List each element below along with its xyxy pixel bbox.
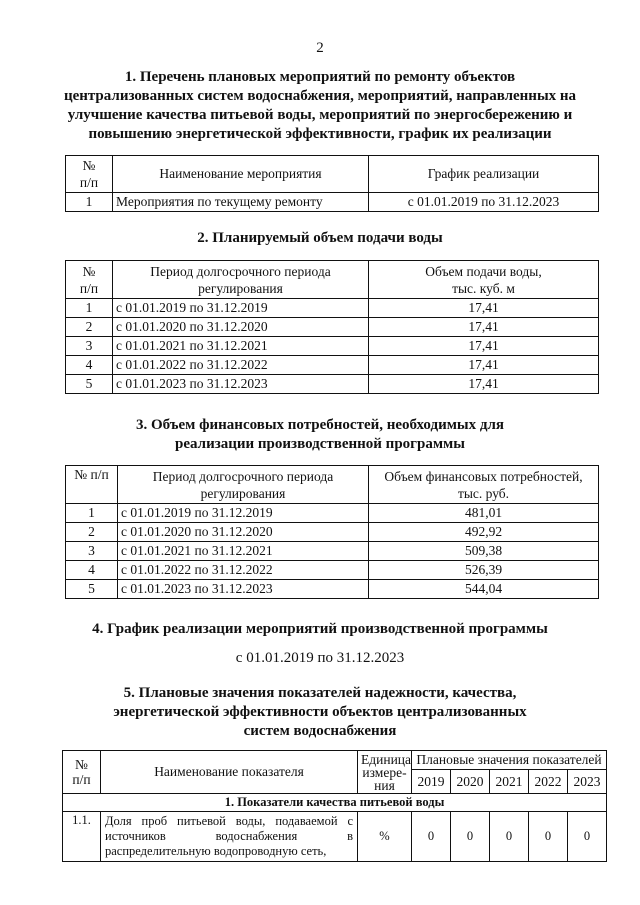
cell-event-name: Мероприятия по текущему ремонту xyxy=(113,193,369,212)
cell-period: с 01.01.2023 по 31.12.2023 xyxy=(113,375,369,394)
cell-value: 0 xyxy=(451,812,490,862)
column-header-num xyxy=(66,156,113,193)
table-row xyxy=(66,356,599,375)
column-header-financial-needs: Объем финансовых потребностей, тыс. руб. xyxy=(369,466,599,504)
section2-title: 2. Планируемый объем подачи воды xyxy=(197,230,443,246)
cell-amount: 509,38 xyxy=(369,542,599,561)
cell-num: 1.1. xyxy=(63,812,101,862)
financial-needs-table xyxy=(65,465,599,599)
cell-num: 4 xyxy=(66,561,118,580)
cell-amount: 544,04 xyxy=(369,580,599,599)
section5-title-line: 5. Плановые значения показателей надежности, качества, xyxy=(123,685,517,701)
section5-title-line: систем водоснабжения xyxy=(243,723,397,739)
cell-num: 2 xyxy=(66,523,118,542)
column-header-year: 2021 xyxy=(490,770,529,794)
table-row xyxy=(66,318,599,337)
section3-title-line: реализации производственной программы xyxy=(175,436,465,452)
cell-num: 5 xyxy=(66,580,118,599)
column-header-period: Период долгосрочного периода регулирования xyxy=(113,261,369,299)
cell-schedule: с 01.01.2019 по 31.12.2023 xyxy=(369,193,599,212)
page-number: 2 xyxy=(316,40,324,56)
cell-num: 1 xyxy=(66,299,113,318)
column-header-num: № п/п xyxy=(63,751,101,794)
cell-volume: 17,41 xyxy=(369,299,599,318)
cell-volume: 17,41 xyxy=(369,356,599,375)
table-row xyxy=(63,812,607,862)
column-header-unit: Единица измере- ния xyxy=(358,751,412,794)
cell-num: 5 xyxy=(66,375,113,394)
subsection-title: 1. Показатели качества питьевой воды xyxy=(63,794,607,812)
table-row xyxy=(66,580,599,599)
section5-title-line: энергетической эффективности объектов централизованных xyxy=(113,704,527,720)
column-header-indicator-name: Наименование показателя xyxy=(101,751,358,794)
table-row xyxy=(66,523,599,542)
column-header-year: 2022 xyxy=(529,770,568,794)
table-header-row xyxy=(66,261,599,299)
cell-period: с 01.01.2022 по 31.12.2022 xyxy=(113,356,369,375)
cell-num: 1 xyxy=(66,193,113,212)
table-row xyxy=(66,504,599,523)
table-row xyxy=(66,299,599,318)
section1-title-line: централизованных систем водоснабжения, мероприятий, направленных на xyxy=(63,88,577,104)
cell-amount: 526,39 xyxy=(369,561,599,580)
table-row xyxy=(66,375,599,394)
column-header-year: 2019 xyxy=(412,770,451,794)
cell-period: с 01.01.2020 по 31.12.2020 xyxy=(113,318,369,337)
cell-period: с 01.01.2019 по 31.12.2019 xyxy=(113,299,369,318)
cell-num: 4 xyxy=(66,356,113,375)
table-header-row xyxy=(66,156,599,193)
water-supply-table xyxy=(65,260,599,394)
cell-value: 0 xyxy=(412,812,451,862)
column-header-year: 2020 xyxy=(451,770,490,794)
cell-period: с 01.01.2021 по 31.12.2021 xyxy=(113,337,369,356)
column-header-volume: Объем подачи воды, тыс. куб. м xyxy=(369,261,599,299)
table-row xyxy=(66,337,599,356)
cell-volume: 17,41 xyxy=(369,318,599,337)
subsection-row xyxy=(63,794,607,812)
cell-num: 3 xyxy=(66,542,118,561)
section4-period: с 01.01.2019 по 31.12.2023 xyxy=(235,650,405,666)
cell-value: 0 xyxy=(529,812,568,862)
column-header-year: 2023 xyxy=(568,770,607,794)
section1-title-line: повышению энергетической эффективности, график их реализации xyxy=(88,126,552,142)
column-header-period: Период долгосрочного периода регулирования xyxy=(118,466,369,504)
cell-num: 1 xyxy=(66,504,118,523)
cell-value: 0 xyxy=(490,812,529,862)
cell-period: с 01.01.2019 по 31.12.2019 xyxy=(118,504,369,523)
section1-title xyxy=(0,68,640,144)
table-row xyxy=(66,193,599,212)
column-header-event-name: Наименование мероприятия xyxy=(113,156,369,193)
cell-unit: % xyxy=(358,812,412,862)
column-header-num: № п/п xyxy=(66,466,118,504)
cell-period: с 01.01.2023 по 31.12.2023 xyxy=(118,580,369,599)
section3-title xyxy=(0,416,640,454)
column-header-num: № п/п xyxy=(66,261,113,299)
cell-num: 3 xyxy=(66,337,113,356)
cell-value: 0 xyxy=(568,812,607,862)
table-row xyxy=(66,542,599,561)
indicators-table xyxy=(62,750,607,862)
header-num-text: № п/п xyxy=(79,158,99,190)
section3-title-line: 3. Объем финансовых потребностей, необходимых для xyxy=(135,417,505,433)
column-header-schedule: График реализации xyxy=(369,156,599,193)
cell-num: 2 xyxy=(66,318,113,337)
column-header-planned-values: Плановые значения показателей xyxy=(412,751,607,770)
table-header-row xyxy=(63,751,607,770)
cell-amount: 481,01 xyxy=(369,504,599,523)
section1-title-line: 1. Перечень плановых мероприятий по ремонту объектов xyxy=(124,69,516,85)
cell-volume: 17,41 xyxy=(369,337,599,356)
table-row xyxy=(66,561,599,580)
section4-title: 4. График реализации мероприятий производственной программы xyxy=(92,621,548,637)
table-header-row xyxy=(66,466,599,504)
cell-indicator-name: Доля проб питьевой воды, подаваемой с источников водоснабжения в распределительную водопроводную сеть, xyxy=(101,812,358,862)
cell-amount: 492,92 xyxy=(369,523,599,542)
section1-title-line: улучшение качества питьевой воды, мероприятий по энергосбережению и xyxy=(67,107,573,123)
section5-title xyxy=(0,684,640,741)
cell-volume: 17,41 xyxy=(369,375,599,394)
events-table xyxy=(65,155,599,212)
cell-period: с 01.01.2020 по 31.12.2020 xyxy=(118,523,369,542)
cell-period: с 01.01.2021 по 31.12.2021 xyxy=(118,542,369,561)
cell-period: с 01.01.2022 по 31.12.2022 xyxy=(118,561,369,580)
